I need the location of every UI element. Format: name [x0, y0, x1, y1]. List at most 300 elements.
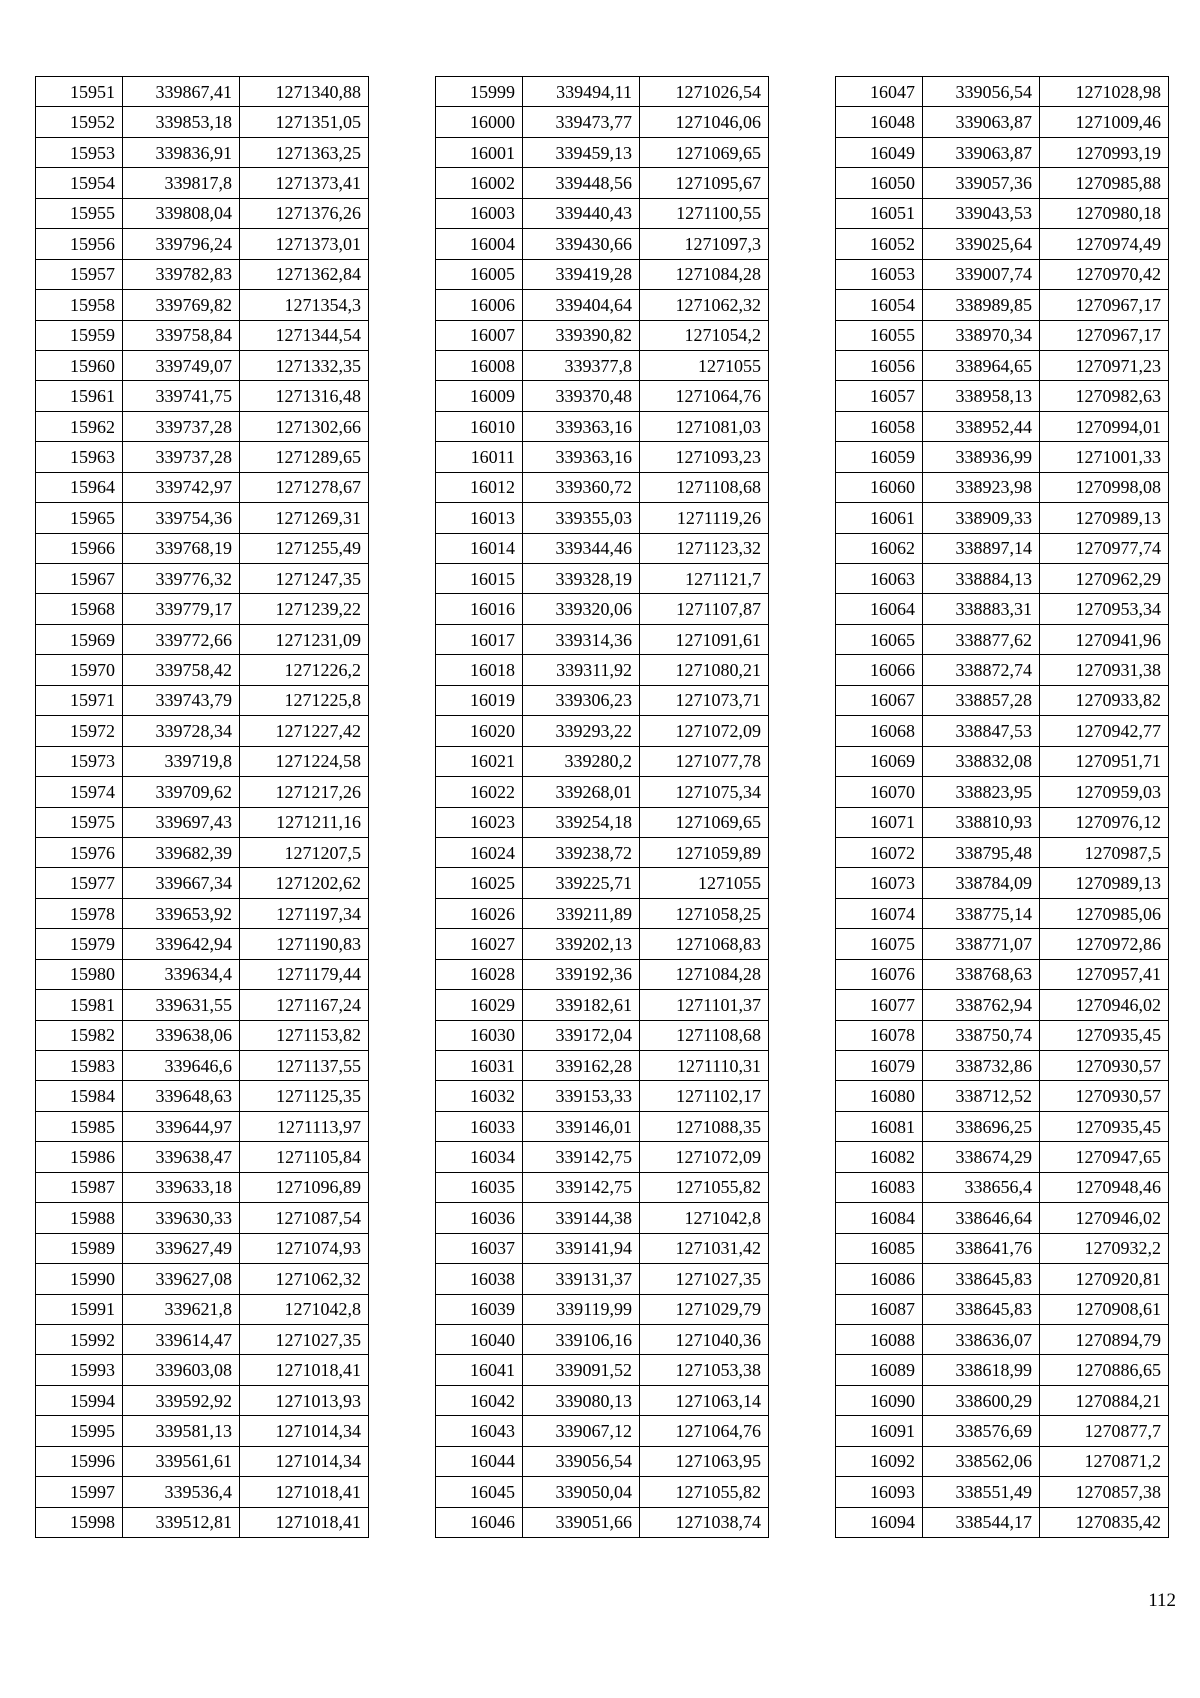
table-row: [836, 959, 1169, 989]
point-number-cell: 16059: [836, 442, 923, 472]
table-row: [436, 1264, 769, 1294]
table-row: [36, 1324, 369, 1354]
point-number-cell: 15969: [36, 624, 123, 654]
y-coordinate-cell: 1270941,96: [1040, 624, 1169, 654]
table-row: [436, 137, 769, 167]
table-row: [36, 564, 369, 594]
x-coordinate-cell: 339306,23: [523, 685, 640, 715]
y-coordinate-cell: 1271102,17: [640, 1081, 769, 1111]
table-row: [436, 472, 769, 502]
x-coordinate-cell: 339390,82: [523, 320, 640, 350]
x-coordinate-cell: 339063,87: [923, 137, 1040, 167]
x-coordinate-cell: 338909,33: [923, 503, 1040, 533]
x-coordinate-cell: 339225,71: [523, 868, 640, 898]
table-row: [836, 411, 1169, 441]
y-coordinate-cell: 1270976,12: [1040, 807, 1169, 837]
y-coordinate-cell: 1271055: [640, 868, 769, 898]
point-number-cell: 16050: [836, 168, 923, 198]
x-coordinate-cell: 339627,08: [123, 1264, 240, 1294]
y-coordinate-cell: 1271225,8: [240, 685, 369, 715]
x-coordinate-cell: 339280,2: [523, 746, 640, 776]
x-coordinate-cell: 339314,36: [523, 624, 640, 654]
x-coordinate-cell: 339512,81: [123, 1507, 240, 1537]
y-coordinate-cell: 1271231,09: [240, 624, 369, 654]
y-coordinate-cell: 1271063,95: [640, 1446, 769, 1476]
table-row: [436, 320, 769, 350]
point-number-cell: 16020: [436, 716, 523, 746]
y-coordinate-cell: 1271119,26: [640, 503, 769, 533]
table-row: [836, 1416, 1169, 1446]
x-coordinate-cell: 339007,74: [923, 259, 1040, 289]
table-row: [36, 442, 369, 472]
x-coordinate-cell: 339473,77: [523, 107, 640, 137]
y-coordinate-cell: 1271255,49: [240, 533, 369, 563]
y-coordinate-cell: 1271074,93: [240, 1233, 369, 1263]
y-coordinate-cell: 1270894,79: [1040, 1324, 1169, 1354]
x-coordinate-cell: 338958,13: [923, 381, 1040, 411]
point-number-cell: 16041: [436, 1355, 523, 1385]
x-coordinate-cell: 338970,34: [923, 320, 1040, 350]
table-row: [36, 1203, 369, 1233]
y-coordinate-cell: 1271069,65: [640, 807, 769, 837]
y-coordinate-cell: 1271108,68: [640, 472, 769, 502]
point-number-cell: 16025: [436, 868, 523, 898]
point-number-cell: 16052: [836, 229, 923, 259]
table-row: [36, 746, 369, 776]
y-coordinate-cell: 1270957,41: [1040, 959, 1169, 989]
point-number-cell: 15957: [36, 259, 123, 289]
y-coordinate-cell: 1270977,74: [1040, 533, 1169, 563]
x-coordinate-cell: 339025,64: [923, 229, 1040, 259]
y-coordinate-cell: 1270962,29: [1040, 564, 1169, 594]
point-number-cell: 16040: [436, 1324, 523, 1354]
point-number-cell: 15983: [36, 1051, 123, 1081]
y-coordinate-cell: 1271055: [640, 350, 769, 380]
x-coordinate-cell: 339370,48: [523, 381, 640, 411]
table-row: [36, 655, 369, 685]
x-coordinate-cell: 338847,53: [923, 716, 1040, 746]
table-row: [836, 107, 1169, 137]
x-coordinate-cell: 339142,75: [523, 1142, 640, 1172]
x-coordinate-cell: 339638,47: [123, 1142, 240, 1172]
x-coordinate-cell: 338775,14: [923, 898, 1040, 928]
x-coordinate-cell: 338810,93: [923, 807, 1040, 837]
table-row: [36, 1081, 369, 1111]
y-coordinate-cell: 1270946,02: [1040, 990, 1169, 1020]
y-coordinate-cell: 1271054,2: [640, 320, 769, 350]
table-row: [436, 107, 769, 137]
point-number-cell: 16082: [836, 1142, 923, 1172]
x-coordinate-cell: 338877,62: [923, 624, 1040, 654]
x-coordinate-cell: 339430,66: [523, 229, 640, 259]
point-number-cell: 15968: [36, 594, 123, 624]
x-coordinate-cell: 339867,41: [123, 77, 240, 107]
table-row: [836, 168, 1169, 198]
point-number-cell: 16056: [836, 350, 923, 380]
x-coordinate-cell: 339772,66: [123, 624, 240, 654]
table-row: [36, 259, 369, 289]
y-coordinate-cell: 1271093,23: [640, 442, 769, 472]
table-row: [836, 1142, 1169, 1172]
point-number-cell: 16007: [436, 320, 523, 350]
point-number-cell: 16016: [436, 594, 523, 624]
y-coordinate-cell: 1271042,8: [640, 1203, 769, 1233]
x-coordinate-cell: 339758,42: [123, 655, 240, 685]
x-coordinate-cell: 339561,61: [123, 1446, 240, 1476]
point-number-cell: 16061: [836, 503, 923, 533]
table-row: [836, 229, 1169, 259]
y-coordinate-cell: 1271316,48: [240, 381, 369, 411]
point-number-cell: 16091: [836, 1416, 923, 1446]
x-coordinate-cell: 339091,52: [523, 1355, 640, 1385]
y-coordinate-cell: 1270877,7: [1040, 1416, 1169, 1446]
table-row: [836, 594, 1169, 624]
y-coordinate-cell: 1270920,81: [1040, 1264, 1169, 1294]
table-row: [436, 1385, 769, 1415]
x-coordinate-cell: 338795,48: [923, 837, 1040, 867]
y-coordinate-cell: 1271351,05: [240, 107, 369, 137]
y-coordinate-cell: 1271058,25: [640, 898, 769, 928]
x-coordinate-cell: 339494,11: [523, 77, 640, 107]
table-row: [836, 990, 1169, 1020]
y-coordinate-cell: 1270985,06: [1040, 898, 1169, 928]
y-coordinate-cell: 1271224,58: [240, 746, 369, 776]
table-row: [836, 868, 1169, 898]
y-coordinate-cell: 1271344,54: [240, 320, 369, 350]
point-number-cell: 15959: [36, 320, 123, 350]
y-coordinate-cell: 1270857,38: [1040, 1477, 1169, 1507]
table-row: [36, 1385, 369, 1415]
x-coordinate-cell: 338784,09: [923, 868, 1040, 898]
y-coordinate-cell: 1270967,17: [1040, 290, 1169, 320]
point-number-cell: 15973: [36, 746, 123, 776]
y-coordinate-cell: 1270959,03: [1040, 777, 1169, 807]
y-coordinate-cell: 1270951,71: [1040, 746, 1169, 776]
y-coordinate-cell: 1271068,83: [640, 929, 769, 959]
table-row: [836, 655, 1169, 685]
point-number-cell: 16071: [836, 807, 923, 837]
point-number-cell: 16039: [436, 1294, 523, 1324]
x-coordinate-cell: 339202,13: [523, 929, 640, 959]
y-coordinate-cell: 1271376,26: [240, 198, 369, 228]
table-row: [36, 1477, 369, 1507]
table-row: [436, 1294, 769, 1324]
y-coordinate-cell: 1270994,01: [1040, 411, 1169, 441]
point-number-cell: 16019: [436, 685, 523, 715]
point-number-cell: 16042: [436, 1385, 523, 1415]
x-coordinate-cell: 338636,07: [923, 1324, 1040, 1354]
point-number-cell: 16015: [436, 564, 523, 594]
x-coordinate-cell: 339172,04: [523, 1020, 640, 1050]
y-coordinate-cell: 1271269,31: [240, 503, 369, 533]
table-row: [436, 655, 769, 685]
table-row: [836, 746, 1169, 776]
x-coordinate-cell: 339144,38: [523, 1203, 640, 1233]
point-number-cell: 16084: [836, 1203, 923, 1233]
point-number-cell: 16024: [436, 837, 523, 867]
table-row: [436, 1203, 769, 1233]
table-row: [436, 198, 769, 228]
x-coordinate-cell: 339536,4: [123, 1477, 240, 1507]
point-number-cell: 16029: [436, 990, 523, 1020]
x-coordinate-cell: 339653,92: [123, 898, 240, 928]
point-number-cell: 15963: [36, 442, 123, 472]
x-coordinate-cell: 339142,75: [523, 1172, 640, 1202]
table-row: [836, 929, 1169, 959]
table-row: [836, 1477, 1169, 1507]
table-row: [436, 259, 769, 289]
y-coordinate-cell: 1271101,37: [640, 990, 769, 1020]
y-coordinate-cell: 1270947,65: [1040, 1142, 1169, 1172]
y-coordinate-cell: 1271053,38: [640, 1355, 769, 1385]
x-coordinate-cell: 338936,99: [923, 442, 1040, 472]
point-number-cell: 16057: [836, 381, 923, 411]
y-coordinate-cell: 1270971,23: [1040, 350, 1169, 380]
point-number-cell: 16022: [436, 777, 523, 807]
table-row: [836, 1172, 1169, 1202]
point-number-cell: 16079: [836, 1051, 923, 1081]
point-number-cell: 16021: [436, 746, 523, 776]
point-number-cell: 15985: [36, 1111, 123, 1141]
x-coordinate-cell: 339067,12: [523, 1416, 640, 1446]
y-coordinate-cell: 1270993,19: [1040, 137, 1169, 167]
point-number-cell: 15954: [36, 168, 123, 198]
point-number-cell: 16068: [836, 716, 923, 746]
table-row: [836, 807, 1169, 837]
point-number-cell: 16066: [836, 655, 923, 685]
table-row: [836, 1355, 1169, 1385]
point-number-cell: 16062: [836, 533, 923, 563]
y-coordinate-cell: 1271027,35: [640, 1264, 769, 1294]
point-number-cell: 15962: [36, 411, 123, 441]
point-number-cell: 15978: [36, 898, 123, 928]
table-row: [836, 1203, 1169, 1233]
point-number-cell: 16030: [436, 1020, 523, 1050]
y-coordinate-cell: 1271063,14: [640, 1385, 769, 1415]
table-row: [36, 594, 369, 624]
point-number-cell: 16077: [836, 990, 923, 1020]
y-coordinate-cell: 1271028,98: [1040, 77, 1169, 107]
y-coordinate-cell: 1271075,34: [640, 777, 769, 807]
y-coordinate-cell: 1271073,71: [640, 685, 769, 715]
x-coordinate-cell: 338883,31: [923, 594, 1040, 624]
table-row: [36, 1233, 369, 1263]
y-coordinate-cell: 1271055,82: [640, 1477, 769, 1507]
y-coordinate-cell: 1271069,65: [640, 137, 769, 167]
y-coordinate-cell: 1271167,24: [240, 990, 369, 1020]
table-row: [36, 685, 369, 715]
point-number-cell: 16018: [436, 655, 523, 685]
table-row: [436, 229, 769, 259]
point-number-cell: 16072: [836, 837, 923, 867]
table-row: [36, 411, 369, 441]
y-coordinate-cell: 1271018,41: [240, 1507, 369, 1537]
x-coordinate-cell: 339627,49: [123, 1233, 240, 1263]
y-coordinate-cell: 1271062,32: [240, 1264, 369, 1294]
point-number-cell: 16023: [436, 807, 523, 837]
point-number-cell: 16010: [436, 411, 523, 441]
x-coordinate-cell: 339728,34: [123, 716, 240, 746]
table-row: [836, 1385, 1169, 1415]
point-number-cell: 15974: [36, 777, 123, 807]
y-coordinate-cell: 1271110,31: [640, 1051, 769, 1081]
table-row: [36, 1111, 369, 1141]
y-coordinate-cell: 1271190,83: [240, 929, 369, 959]
point-number-cell: 15977: [36, 868, 123, 898]
point-number-cell: 16046: [436, 1507, 523, 1537]
point-number-cell: 16011: [436, 442, 523, 472]
point-number-cell: 15997: [36, 1477, 123, 1507]
point-number-cell: 16063: [836, 564, 923, 594]
x-coordinate-cell: 338576,69: [923, 1416, 1040, 1446]
y-coordinate-cell: 1271373,01: [240, 229, 369, 259]
y-coordinate-cell: 1271105,84: [240, 1142, 369, 1172]
x-coordinate-cell: 339080,13: [523, 1385, 640, 1415]
y-coordinate-cell: 1270948,46: [1040, 1172, 1169, 1202]
point-number-cell: 15960: [36, 350, 123, 380]
y-coordinate-cell: 1270980,18: [1040, 198, 1169, 228]
table-row: [436, 1477, 769, 1507]
x-coordinate-cell: 339817,8: [123, 168, 240, 198]
table-row: [436, 1233, 769, 1263]
table-row: [36, 533, 369, 563]
table-row: [436, 411, 769, 441]
point-number-cell: 16075: [836, 929, 923, 959]
table-row: [836, 1324, 1169, 1354]
coordinate-table-3: [835, 76, 1169, 1538]
x-coordinate-cell: 338544,17: [923, 1507, 1040, 1537]
point-number-cell: 15958: [36, 290, 123, 320]
table-row: [836, 564, 1169, 594]
y-coordinate-cell: 1271084,28: [640, 959, 769, 989]
x-coordinate-cell: 338872,74: [923, 655, 1040, 685]
point-number-cell: 16028: [436, 959, 523, 989]
table-row: [36, 1142, 369, 1172]
x-coordinate-cell: 339404,64: [523, 290, 640, 320]
table-row: [436, 929, 769, 959]
point-number-cell: 15980: [36, 959, 123, 989]
table-row: [36, 898, 369, 928]
y-coordinate-cell: 1271026,54: [640, 77, 769, 107]
table-row: [436, 533, 769, 563]
x-coordinate-cell: 339459,13: [523, 137, 640, 167]
x-coordinate-cell: 338732,86: [923, 1051, 1040, 1081]
point-number-cell: 15990: [36, 1264, 123, 1294]
y-coordinate-cell: 1271018,41: [240, 1355, 369, 1385]
point-number-cell: 16027: [436, 929, 523, 959]
x-coordinate-cell: 338618,99: [923, 1355, 1040, 1385]
point-number-cell: 16093: [836, 1477, 923, 1507]
table-row: [36, 716, 369, 746]
point-number-cell: 16060: [836, 472, 923, 502]
point-number-cell: 16031: [436, 1051, 523, 1081]
table-row: [836, 1264, 1169, 1294]
x-coordinate-cell: 339211,89: [523, 898, 640, 928]
point-number-cell: 15986: [36, 1142, 123, 1172]
y-coordinate-cell: 1271179,44: [240, 959, 369, 989]
point-number-cell: 15951: [36, 77, 123, 107]
x-coordinate-cell: 338832,08: [923, 746, 1040, 776]
y-coordinate-cell: 1271046,06: [640, 107, 769, 137]
point-number-cell: 16092: [836, 1446, 923, 1476]
y-coordinate-cell: 1271289,65: [240, 442, 369, 472]
y-coordinate-cell: 1271363,25: [240, 137, 369, 167]
table-row: [36, 837, 369, 867]
x-coordinate-cell: 339631,55: [123, 990, 240, 1020]
point-number-cell: 15979: [36, 929, 123, 959]
x-coordinate-cell: 338562,06: [923, 1446, 1040, 1476]
x-coordinate-cell: 338762,94: [923, 990, 1040, 1020]
x-coordinate-cell: 339836,91: [123, 137, 240, 167]
y-coordinate-cell: 1271080,21: [640, 655, 769, 685]
point-number-cell: 15981: [36, 990, 123, 1020]
y-coordinate-cell: 1270985,88: [1040, 168, 1169, 198]
x-coordinate-cell: 339737,28: [123, 411, 240, 441]
y-coordinate-cell: 1271217,26: [240, 777, 369, 807]
point-number-cell: 15994: [36, 1385, 123, 1415]
point-number-cell: 16080: [836, 1081, 923, 1111]
x-coordinate-cell: 339254,18: [523, 807, 640, 837]
point-number-cell: 16048: [836, 107, 923, 137]
y-coordinate-cell: 1271107,87: [640, 594, 769, 624]
y-coordinate-cell: 1271095,67: [640, 168, 769, 198]
table-row: [836, 1507, 1169, 1537]
point-number-cell: 16054: [836, 290, 923, 320]
x-coordinate-cell: 339440,43: [523, 198, 640, 228]
x-coordinate-cell: 339779,17: [123, 594, 240, 624]
x-coordinate-cell: 339057,36: [923, 168, 1040, 198]
y-coordinate-cell: 1270886,65: [1040, 1355, 1169, 1385]
table-row: [436, 746, 769, 776]
table-row: [836, 898, 1169, 928]
x-coordinate-cell: 339697,43: [123, 807, 240, 837]
table-row: [836, 1111, 1169, 1141]
x-coordinate-cell: 338771,07: [923, 929, 1040, 959]
table-row: [36, 1020, 369, 1050]
x-coordinate-cell: 339056,54: [923, 77, 1040, 107]
point-number-cell: 16089: [836, 1355, 923, 1385]
point-number-cell: 15996: [36, 1446, 123, 1476]
x-coordinate-cell: 339719,8: [123, 746, 240, 776]
point-number-cell: 16069: [836, 746, 923, 776]
table-row: [36, 503, 369, 533]
y-coordinate-cell: 1271137,55: [240, 1051, 369, 1081]
point-number-cell: 16047: [836, 77, 923, 107]
y-coordinate-cell: 1271040,36: [640, 1324, 769, 1354]
point-number-cell: 16001: [436, 137, 523, 167]
y-coordinate-cell: 1270989,13: [1040, 503, 1169, 533]
page-number: 112: [1148, 1590, 1176, 1611]
x-coordinate-cell: 338551,49: [923, 1477, 1040, 1507]
point-number-cell: 15967: [36, 564, 123, 594]
y-coordinate-cell: 1271013,93: [240, 1385, 369, 1415]
x-coordinate-cell: 338600,29: [923, 1385, 1040, 1415]
table-row: [36, 777, 369, 807]
table-row: [36, 959, 369, 989]
table-row: [36, 1416, 369, 1446]
point-number-cell: 15964: [36, 472, 123, 502]
y-coordinate-cell: 1270935,45: [1040, 1020, 1169, 1050]
x-coordinate-cell: 339377,8: [523, 350, 640, 380]
y-coordinate-cell: 1271088,35: [640, 1111, 769, 1141]
point-number-cell: 15971: [36, 685, 123, 715]
table-row: [436, 1446, 769, 1476]
table-row: [436, 290, 769, 320]
y-coordinate-cell: 1271001,33: [1040, 442, 1169, 472]
y-coordinate-cell: 1270953,34: [1040, 594, 1169, 624]
y-coordinate-cell: 1270946,02: [1040, 1203, 1169, 1233]
y-coordinate-cell: 1271072,09: [640, 716, 769, 746]
